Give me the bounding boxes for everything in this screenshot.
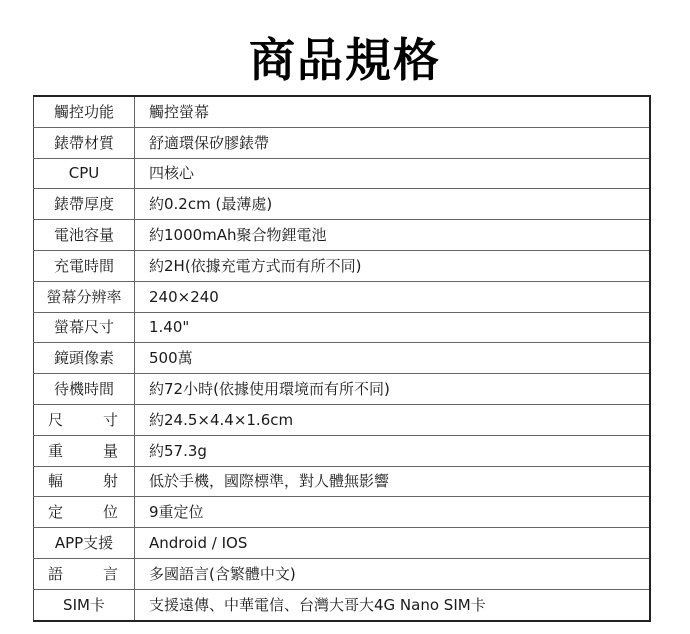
table-row (34, 528, 651, 559)
spec-label: 輻射 (34, 466, 135, 497)
spec-value: 支援遠傳、中華電信、台灣大哥大4G Nano SIM卡 (135, 589, 651, 620)
spec-label: 尺寸 (34, 404, 135, 435)
table-row (34, 127, 651, 158)
table-row (34, 466, 651, 497)
page-title: 商品規格 (249, 33, 441, 87)
spec-label: 觸控功能 (34, 96, 135, 127)
spec-label: 鏡頭像素 (34, 343, 135, 374)
spec-value: 約1000mAh聚合物鋰電池 (135, 220, 651, 251)
spec-value: 低於手機，國際標準，對人體無影響 (135, 466, 651, 497)
spec-value: 9重定位 (135, 497, 651, 528)
spec-label: 待機時間 (34, 374, 135, 405)
spec-value: 舒適環保矽膠錶帶 (135, 127, 651, 158)
table-row (34, 96, 651, 127)
spec-value: Android / IOS (135, 528, 651, 559)
spec-value: 四核心 (135, 158, 651, 189)
table-row (34, 312, 651, 343)
spec-value: 1.40" (135, 312, 651, 343)
spec-value: 約24.5×4.4×1.6cm (135, 404, 651, 435)
spec-label: APP支援 (34, 528, 135, 559)
table-row (34, 435, 651, 466)
spec-label: 充電時間 (34, 250, 135, 281)
spec-value: 240×240 (135, 281, 651, 312)
spec-value: 約57.3g (135, 435, 651, 466)
spec-value: 多國語言(含繁體中文) (135, 558, 651, 589)
table-row (34, 158, 651, 189)
table-row (34, 343, 651, 374)
spec-label: 錶帶厚度 (34, 189, 135, 220)
table-row (34, 250, 651, 281)
spec-value: 約0.2cm (最薄處) (135, 189, 651, 220)
table-row (34, 374, 651, 405)
spec-label: 螢幕尺寸 (34, 312, 135, 343)
table-row (34, 404, 651, 435)
spec-value: 約2H(依據充電方式而有所不同) (135, 250, 651, 281)
table-row (34, 558, 651, 589)
table-row (34, 497, 651, 528)
table-row (34, 589, 651, 620)
spec-value: 約72小時(依據使用環境而有所不同) (135, 374, 651, 405)
table-row (34, 189, 651, 220)
spec-label: 定位 (34, 497, 135, 528)
spec-label: 語言 (34, 558, 135, 589)
spec-value: 觸控螢幕 (135, 96, 651, 127)
spec-label: 螢幕分辨率 (34, 281, 135, 312)
spec-label: 重量 (34, 435, 135, 466)
spec-label: 錶帶材質 (34, 127, 135, 158)
spec-value: 500萬 (135, 343, 651, 374)
table-row (34, 281, 651, 312)
spec-label: SIM卡 (34, 589, 135, 620)
spec-label: 電池容量 (34, 220, 135, 251)
spec-table (33, 95, 651, 622)
spec-label: CPU (34, 158, 135, 189)
table-row (34, 220, 651, 251)
